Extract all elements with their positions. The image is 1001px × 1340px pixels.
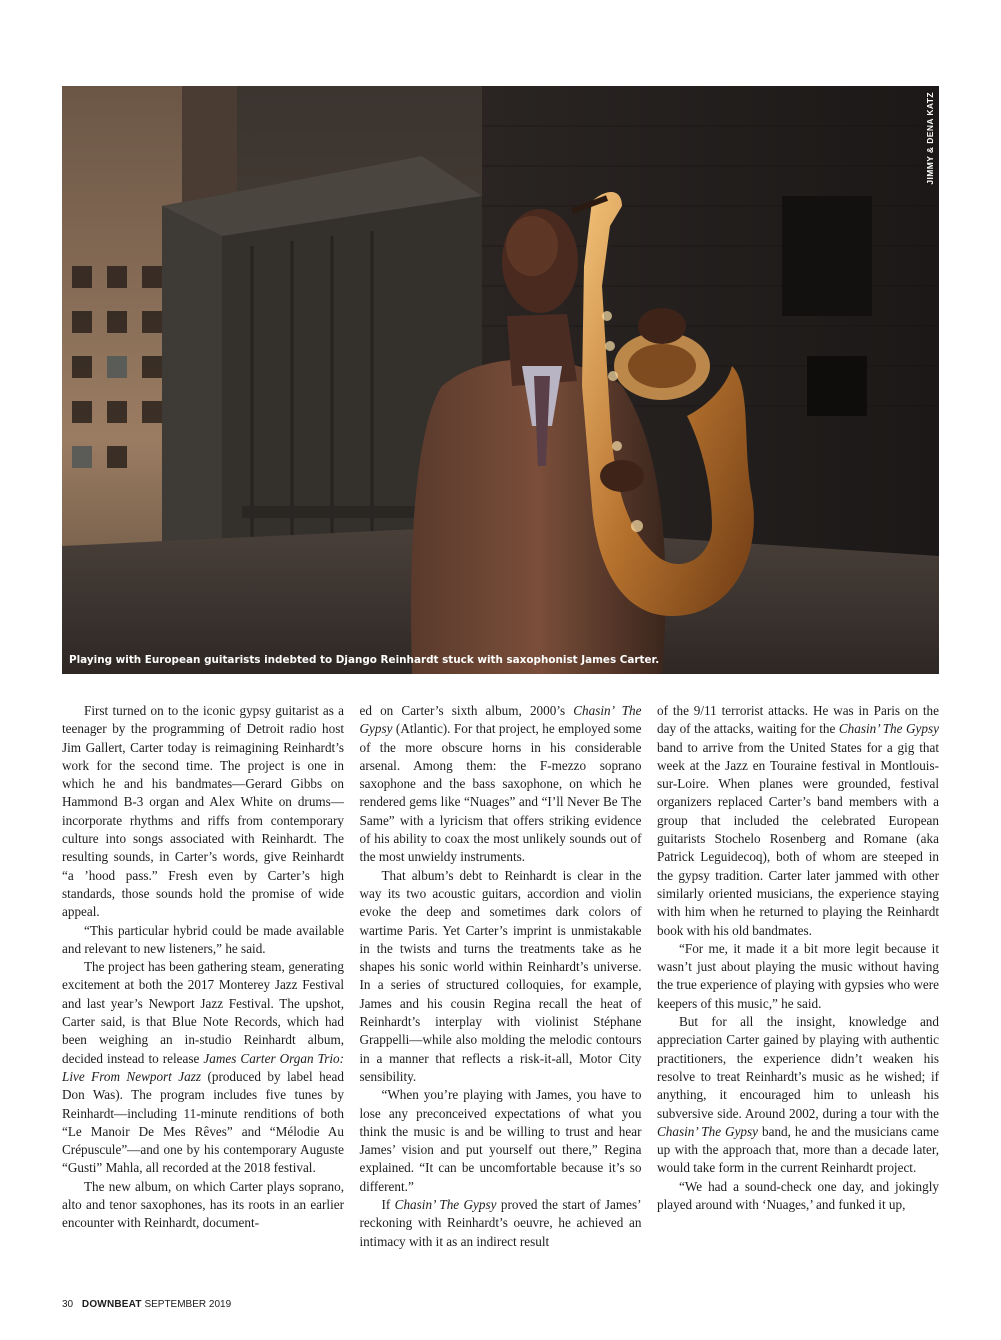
magazine-name: DOWNBEAT <box>81 1299 142 1310</box>
paragraph <box>360 1196 642 1251</box>
saxophonist-photo-illustration <box>62 86 939 674</box>
text-run: band, he and the musicians came up with the approach that, more than a decade later, would take form in the current Reinhardt project. <box>657 1123 940 1176</box>
paragraph <box>657 1013 939 1178</box>
album-title: Chasin’ The Gypsy <box>838 721 939 737</box>
album-title: Chasin’ The Gypsy <box>394 1197 497 1213</box>
text-run: band to arrive from the United States for a gig that week at the Jazz en Touraine festival in Montlouis-sur-Loire. When planes were grounded, festival organizers replaced Carter’s band members with a group that included the celebrated European guitarists Stochelo Rosenberg and Romane (aka Patrick Leguidecoq), both of whom are steeped in the gypsy tradition. Carter later jammed with other similarly oriented musicians, the experience staying with him when he returned to playing the Reinhardt book with his old bandmates. <box>657 739 939 938</box>
text-run: If <box>381 1197 395 1213</box>
text-run: ed on Carter’s sixth album, 2000’s <box>359 703 574 718</box>
paragraph: That album’s debt to Reinhardt is clear in the way its two acoustic guitars, accordion and violin evoke the deep and sometimes dark colors of wartime Paris. Yet Carter’s imprint is unmistakable in the twists and turns the treatments take as he shapes his sonic world within Reinhardt’s universe. In a series of structured colloquies, for example, James and his cousin Regina recall the heat of Reinhardt’s interplay with violinist Stéphane Grappelli—while also molding the melodic contours in a manner that reflects a risk-it-all, Motor City sensibility. <box>359 867 642 1084</box>
paragraph: “This particular hybrid could be made available and relevant to new listeners,” he said. <box>62 922 344 956</box>
text-column-1 <box>62 702 344 1251</box>
text-run: (Atlantic). For that project, he employed some of the more obscure horns in his considerable arsenal. Among them: the F-mezzo soprano saxophone and the bass saxophone, on which he rendered gems like “Nuages” and “I’ll Never Be The Same” with a lyricism that offers striking evidence of his ability to coax the most unlikely sounds out of the most unwieldy instruments. <box>359 721 642 865</box>
text-column-2 <box>360 702 642 1251</box>
album-title: Chasin’ The Gypsy <box>657 1123 759 1139</box>
page-number: 30 <box>62 1299 74 1310</box>
paragraph <box>360 702 642 867</box>
paragraph: First turned on to the iconic gypsy guitarist as a teenager by the programming of Detroit radio host Jim Gallert, Carter today is reimagining Reinhardt’s work for the second time. The project is one in which he and his bandmates—Gerard Gibbs on Hammond B-3 organ and Alex White on drums—incorporate rhythms and riffs from contemporary culture into songs associated with Reinhardt. The resulting sounds, in Carter’s words, give Reinhardt “a ’hood pass.” Fresh even by Carter’s high standards, those sounds hold the promise of wide appeal. <box>62 703 344 920</box>
text-column-3 <box>657 702 939 1251</box>
feature-photo <box>62 86 939 674</box>
paragraph <box>62 958 344 1178</box>
text-run: proved the start of James’ reckoning with Reinhardt’s oeuvre, he achieved an intimacy with it as an indirect result <box>359 1197 642 1249</box>
paragraph: “We had a sound-check one day, and jokingly played around with ‘Nuages,’ and funked it up, <box>657 1178 939 1213</box>
page-footer <box>62 1299 231 1310</box>
text-run: (produced by label head Don Was). The program includes five tunes by Reinhardt—including 11-minute renditions of both “Le Manoir De Mes Rêves” and “Mélodie Au Crépuscule”—and one by his contemporary Auguste “Gusti” Mahla, all recorded at the 2018 festival. <box>62 1068 344 1176</box>
paragraph: “When you’re playing with James, you have to lose any preconceived expectations of what you think the music is and be willing to trust and hear James’ vision and put yourself out there,” Regina explained. “It can be uncomfortable because it’s so different.” <box>359 1087 642 1194</box>
paragraph: The new album, on which Carter plays soprano, alto and tenor saxophones, has its roots in an earlier encounter with Reinhardt, document- <box>62 1178 344 1231</box>
album-title: Chasin’ The Gypsy <box>359 703 642 737</box>
photo-caption: Playing with European guitarists indebted to Django Reinhardt stuck with saxophonist James Carter. <box>69 654 660 666</box>
text-run: The project has been gathering steam, generating excitement at both the 2017 Monterey Jazz Festival and last year’s Newport Jazz Festival. The upshot, Carter said, is that Blue Note Records, which had been weighing an in-studio Reinhardt album, decided instead to release <box>62 959 344 1066</box>
photo-credit: JIMMY & DENA KATZ <box>925 92 935 185</box>
article-body <box>62 702 939 1251</box>
text-run: But for all the insight, knowledge and appreciation Carter gained by playing with authentic practitioners, the experience didn’t weaken his resolve to treat Reinhardt’s music as he wished; if anything, it encouraged him to unleash his subversive side. Around 2002, during a tour with the <box>657 1014 939 1121</box>
paragraph: “For me, it made it a bit more legit because it wasn’t just about playing the music without having the true experience of playing with gypsies who were keepers of this music,” he said. <box>657 940 939 1011</box>
text-run: of the 9/11 terrorist attacks. He was in Paris on the day of the attacks, waiting for the <box>657 703 939 737</box>
album-title: James Carter Organ Trio: Live From Newport Jazz <box>62 1050 345 1084</box>
paragraph <box>657 702 939 940</box>
issue-date: SEPTEMBER 2019 <box>144 1299 232 1310</box>
